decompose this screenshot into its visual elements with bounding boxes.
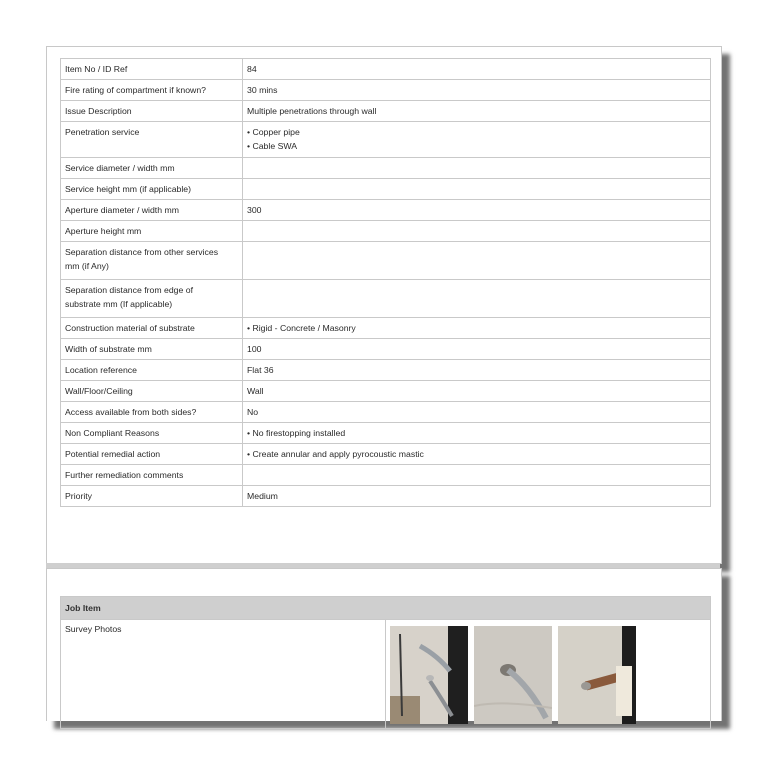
row-value [243,280,711,318]
table-row [61,158,711,179]
row-label-line: mm (if Any) [65,261,109,271]
table-row [61,242,711,280]
job-item-page [46,568,722,721]
row-label: Fire rating of compartment if known? [61,80,243,101]
row-value: Multiple penetrations through wall [243,101,711,122]
survey-photos-gallery [390,624,706,724]
survey-photo-2[interactable] [474,626,552,724]
row-label: Item No / ID Ref [61,59,243,80]
row-label: Service height mm (if applicable) [61,179,243,200]
row-value: Flat 36 [243,360,711,381]
table-row [61,423,711,444]
row-label: Issue Description [61,101,243,122]
row-label: Location reference [61,360,243,381]
table-row [61,280,711,318]
row-value [243,242,711,280]
row-label-line: Separation distance from edge of [65,285,193,295]
row-label: Width of substrate mm [61,339,243,360]
row-value [243,179,711,200]
table-row [61,486,711,507]
penetration-report-table [60,58,711,507]
row-value: 300 [243,200,711,221]
table-row [61,200,711,221]
row-value: Wall [243,381,711,402]
table-row [61,101,711,122]
survey-photo-2-image [474,626,552,724]
bullet-item: • Copper pipe [247,127,300,137]
row-label: Construction material of substrate [61,318,243,339]
table-row [61,339,711,360]
survey-photos-label: Survey Photos [61,620,386,729]
row-value: 30 mins [243,80,711,101]
job-item-header-row [61,597,711,620]
row-label: Potential remedial action [61,444,243,465]
table-row [61,122,711,158]
row-value [243,158,711,179]
survey-photo-1[interactable] [390,626,468,724]
row-value: 84 [243,59,711,80]
row-value: • Rigid - Concrete / Masonry [243,318,711,339]
row-value: • No firestopping installed [243,423,711,444]
table-row [61,318,711,339]
row-value [243,122,711,158]
survey-photos-cell [386,620,711,729]
row-label [61,280,243,318]
row-label: Non Compliant Reasons [61,423,243,444]
survey-photo-3-image [558,626,636,724]
row-value: • Create annular and apply pyrocoustic mastic [243,444,711,465]
table-row [61,402,711,423]
row-value: No [243,402,711,423]
table-row [61,179,711,200]
survey-photo-3[interactable] [558,626,636,724]
row-label: Further remediation comments [61,465,243,486]
row-label: Service diameter / width mm [61,158,243,179]
row-label: Priority [61,486,243,507]
survey-photo-1-image [390,626,468,724]
table-row [61,59,711,80]
row-label-line: substrate mm (If applicable) [65,299,173,309]
row-value: Medium [243,486,711,507]
table-row [61,444,711,465]
row-label: Aperture diameter / width mm [61,200,243,221]
row-value: 100 [243,339,711,360]
job-item-heading: Job Item [61,597,711,620]
row-value [243,221,711,242]
table-row [61,381,711,402]
table-row [61,221,711,242]
report-page [46,46,722,564]
row-label: Access available from both sides? [61,402,243,423]
bullet-item: • Cable SWA [247,141,298,151]
row-value [243,465,711,486]
row-label-line: Separation distance from other services [65,247,219,257]
survey-photos-row [61,620,711,729]
row-label: Aperture height mm [61,221,243,242]
table-row [61,465,711,486]
job-item-table [60,596,711,729]
table-row [61,80,711,101]
row-label: Wall/Floor/Ceiling [61,381,243,402]
row-label: Penetration service [61,122,243,158]
table-row [61,360,711,381]
row-label [61,242,243,280]
